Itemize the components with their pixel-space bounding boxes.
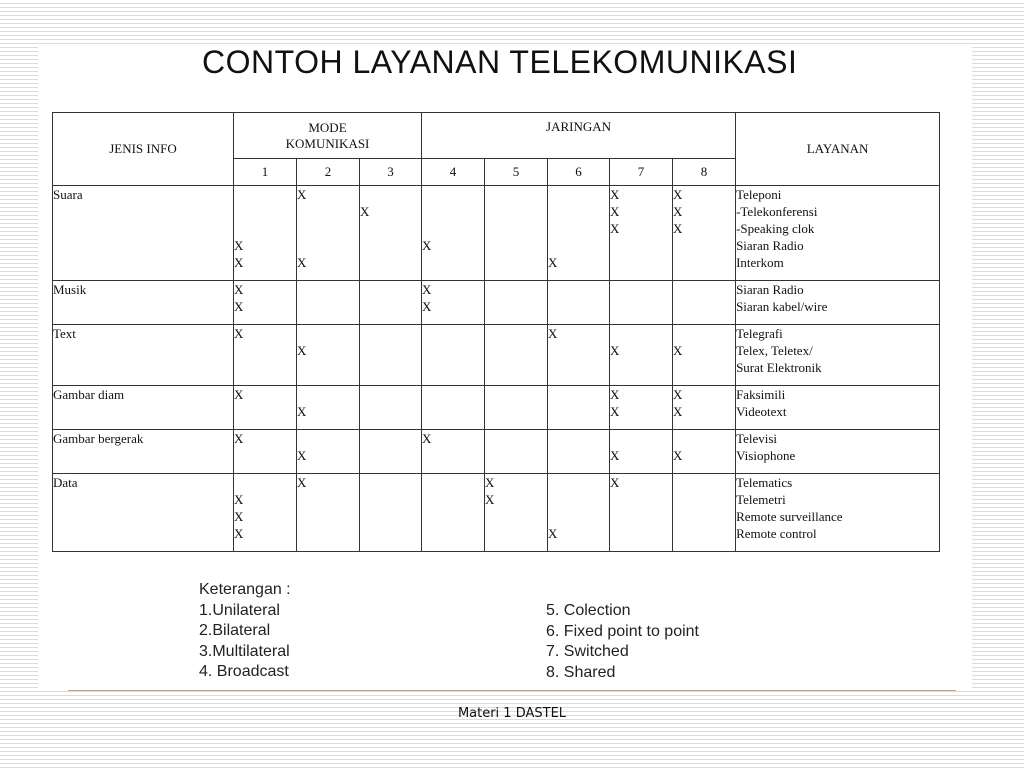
column-number-header: 1 — [234, 159, 297, 186]
mark-cell — [422, 430, 485, 474]
x-mark: X — [360, 204, 370, 219]
column-number-header: 3 — [360, 159, 422, 186]
column-number-header: 7 — [610, 159, 673, 186]
mark-cell — [360, 430, 422, 474]
info-type-cell — [53, 281, 234, 325]
service-item: Remote control — [736, 526, 817, 541]
mark-cell — [610, 186, 673, 281]
service-cell — [736, 386, 940, 430]
column-number-header: 5 — [485, 159, 548, 186]
mark-cell — [297, 186, 360, 281]
mark-cell — [610, 430, 673, 474]
info-type-label: Data — [53, 475, 78, 490]
x-mark: X — [234, 238, 244, 253]
mark-cell — [297, 325, 360, 386]
x-mark: X — [234, 255, 244, 270]
x-mark: X — [673, 187, 683, 202]
x-mark: X — [673, 387, 683, 402]
legend-item: 1.Unilateral — [199, 601, 280, 619]
mark-cell — [422, 386, 485, 430]
legend-heading: Keterangan : — [199, 581, 291, 598]
mark-cell — [673, 430, 736, 474]
x-mark: X — [485, 475, 495, 490]
mark-cell — [234, 281, 297, 325]
info-type-label: Suara — [53, 187, 83, 202]
mark-cell — [234, 325, 297, 386]
service-item: Telemetri — [736, 492, 786, 507]
table-row — [53, 281, 940, 325]
table-row — [53, 474, 940, 552]
legend-item: 4. Broadcast — [199, 663, 289, 680]
service-item: Faksimili — [736, 387, 786, 402]
x-mark: X — [610, 448, 620, 463]
service-item: -Telekonferensi — [736, 204, 818, 219]
footer-text: Materi 1 DASTEL — [457, 706, 567, 721]
service-item: Visiophone — [736, 448, 796, 463]
x-mark: X — [234, 282, 244, 297]
mark-cell — [485, 186, 548, 281]
mark-cell — [297, 474, 360, 552]
mark-cell — [548, 474, 610, 552]
x-mark: X — [422, 299, 432, 314]
header-mode-komunikasi: MODE KOMUNIKASI — [234, 113, 422, 159]
mark-cell — [673, 325, 736, 386]
mark-cell — [610, 325, 673, 386]
x-mark: X — [673, 404, 683, 419]
x-mark: X — [610, 343, 620, 358]
service-cell — [736, 186, 940, 281]
mark-cell — [234, 386, 297, 430]
x-mark: X — [548, 255, 558, 270]
header-jaringan: JARINGAN — [422, 113, 736, 159]
slide-title: CONTOH LAYANAN TELEKOMUNIKASI — [202, 44, 798, 80]
x-mark: X — [610, 221, 620, 236]
x-mark: X — [234, 299, 244, 314]
x-mark: X — [673, 221, 683, 236]
service-cell — [736, 430, 940, 474]
mark-cell — [548, 386, 610, 430]
service-item: Interkom — [736, 255, 784, 270]
x-mark: X — [234, 526, 244, 541]
x-mark: X — [610, 475, 620, 490]
info-type-label: Gambar diam — [53, 387, 125, 402]
service-cell — [736, 281, 940, 325]
x-mark: X — [297, 475, 307, 490]
info-type-label: Gambar bergerak — [53, 431, 144, 446]
table-row — [53, 386, 940, 430]
x-mark: X — [297, 448, 307, 463]
x-mark: X — [234, 431, 244, 446]
service-item: Televisi — [736, 431, 778, 446]
column-number-header: 2 — [297, 159, 360, 186]
footer-divider — [68, 690, 956, 691]
table-row — [53, 325, 940, 386]
mark-cell — [673, 281, 736, 325]
legend-item: 7. Switched — [546, 643, 629, 660]
info-type-cell — [53, 186, 234, 281]
service-item: Surat Elektronik — [736, 360, 822, 375]
mark-cell — [422, 281, 485, 325]
x-mark: X — [234, 326, 244, 341]
mark-cell — [548, 281, 610, 325]
mark-cell — [610, 474, 673, 552]
mark-cell — [360, 325, 422, 386]
service-item: Videotext — [736, 404, 787, 419]
legend-left — [199, 580, 291, 683]
mark-cell — [485, 386, 548, 430]
info-type-label: Text — [53, 326, 76, 341]
service-item: Telematics — [736, 475, 793, 490]
legend-item: 6. Fixed point to point — [546, 622, 699, 640]
info-type-cell — [53, 430, 234, 474]
x-mark: X — [422, 238, 432, 253]
mark-cell — [422, 325, 485, 386]
mark-cell — [360, 474, 422, 552]
service-item: -Speaking clok — [736, 221, 815, 236]
column-number-header: 6 — [548, 159, 610, 186]
x-mark: X — [297, 187, 307, 202]
legend-right — [546, 601, 699, 683]
mark-cell — [360, 186, 422, 281]
legend-item: 5. Colection — [546, 602, 631, 619]
mark-cell — [610, 386, 673, 430]
x-mark: X — [610, 404, 620, 419]
mark-cell — [360, 386, 422, 430]
mark-cell — [485, 325, 548, 386]
legend-item: 3.Multilateral — [199, 642, 290, 660]
service-item: Siaran Radio — [736, 238, 804, 253]
info-type-cell — [53, 474, 234, 552]
service-item: Siaran Radio — [736, 282, 804, 297]
x-mark: X — [422, 431, 432, 446]
mark-cell — [548, 430, 610, 474]
header-layanan: LAYANAN — [736, 113, 940, 186]
x-mark: X — [673, 343, 683, 358]
services-table — [52, 112, 940, 552]
table-row — [53, 186, 940, 281]
service-item: Remote surveillance — [736, 509, 843, 524]
info-type-label: Musik — [53, 282, 87, 297]
mark-cell — [673, 186, 736, 281]
table-row — [53, 430, 940, 474]
mark-cell — [485, 474, 548, 552]
x-mark: X — [234, 509, 244, 524]
service-cell — [736, 474, 940, 552]
x-mark: X — [610, 387, 620, 402]
mark-cell — [485, 430, 548, 474]
x-mark: X — [610, 204, 620, 219]
mark-cell — [422, 474, 485, 552]
mark-cell — [610, 281, 673, 325]
mark-cell — [422, 186, 485, 281]
service-item: Siaran kabel/wire — [736, 299, 828, 314]
mark-cell — [297, 430, 360, 474]
x-mark: X — [297, 404, 307, 419]
x-mark: X — [422, 282, 432, 297]
service-item: Teleponi — [736, 187, 782, 202]
x-mark: X — [673, 448, 683, 463]
mark-cell — [485, 281, 548, 325]
mark-cell — [234, 474, 297, 552]
info-type-cell — [53, 386, 234, 430]
service-item: Telex, Teletex/ — [736, 343, 813, 358]
x-mark: X — [485, 492, 495, 507]
x-mark: X — [297, 343, 307, 358]
mark-cell — [234, 430, 297, 474]
x-mark: X — [234, 492, 244, 507]
x-mark: X — [297, 255, 307, 270]
x-mark: X — [548, 326, 558, 341]
mark-cell — [297, 281, 360, 325]
legend-item: 8. Shared — [546, 663, 616, 681]
mark-cell — [234, 186, 297, 281]
mark-cell — [297, 386, 360, 430]
x-mark: X — [234, 387, 244, 402]
mark-cell — [548, 186, 610, 281]
x-mark: X — [610, 187, 620, 202]
mark-cell — [360, 281, 422, 325]
column-number-header: 8 — [673, 159, 736, 186]
mark-cell — [548, 325, 610, 386]
legend-item: 2.Bilateral — [199, 622, 271, 639]
column-number-header: 4 — [422, 159, 485, 186]
mark-cell — [673, 386, 736, 430]
x-mark: X — [673, 204, 683, 219]
info-type-cell — [53, 325, 234, 386]
mark-cell — [673, 474, 736, 552]
header-jenis-info: JENIS INFO — [53, 113, 234, 186]
service-cell — [736, 325, 940, 386]
service-item: Telegrafi — [736, 326, 783, 341]
x-mark: X — [548, 526, 558, 541]
